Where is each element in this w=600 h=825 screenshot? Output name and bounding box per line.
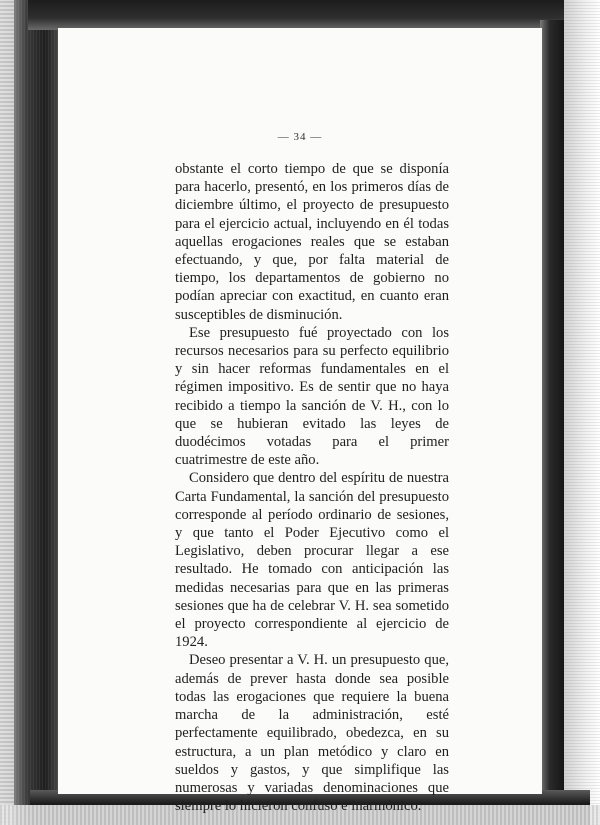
paragraph-1: obstante el corto tiempo de que se disponía para hacerlo, presentó, en los primeros días de diciembre último, el proyecto de presupuesto para el ejercicio actual, incluyendo en él todas aquellas erogaciones reales que se estaban efectuando, y que, por falta material de tiempo, los departamentos de gobierno no podían apreciar con exactitud, en cuanto eran susceptibles de disminución. [175, 161, 449, 323]
scan-border-top [28, 0, 600, 30]
page-number: — 34 — [277, 131, 323, 143]
scan-border-right [540, 20, 564, 810]
paragraph-4: Deseo presentar a V. H. un presupuesto que, además de prever hasta donde sea posible todas las erogaciones que requiere la buena marcha de la administración, esté perfectamente equilibrado, obedezca, en su estructura, a un plan metódico y claro en sueldos y gastos, y que simplifique las numerosas y variadas denominaciones que siempre lo hicieron confuso e inarmónico. [175, 652, 449, 815]
page-body [175, 160, 449, 815]
scan-edge-right [564, 0, 600, 825]
scan-edge-left [0, 0, 14, 825]
paragraph-3: Considero que dentro del espíritu de nuestra Carta Fundamental, la sanción del presupuesto corresponde al período ordinario de sesiones, y que tanto el Poder Ejecutivo como el Legislativo, deben procurar llegar a ese resultado. He tomado con anticipación las medidas necesarias para que en las primeras sesiones que ha de celebrar V. H. sea sometido el proyecto correspondiente al ejercicio de 1924. [175, 470, 449, 651]
document-page [58, 28, 542, 815]
paragraph-2: Ese presupuesto fué proyectado con los recursos necesarios para su perfecto equilibrio y sin hacer reformas fundamentales en el régimen impositivo. Es de sentir que no haya recibido a tiempo la sanción de V. H., con lo que se hubieran evitado las leyes de duodécimos votadas para el primer cuatrimestre de este año. [175, 324, 449, 469]
